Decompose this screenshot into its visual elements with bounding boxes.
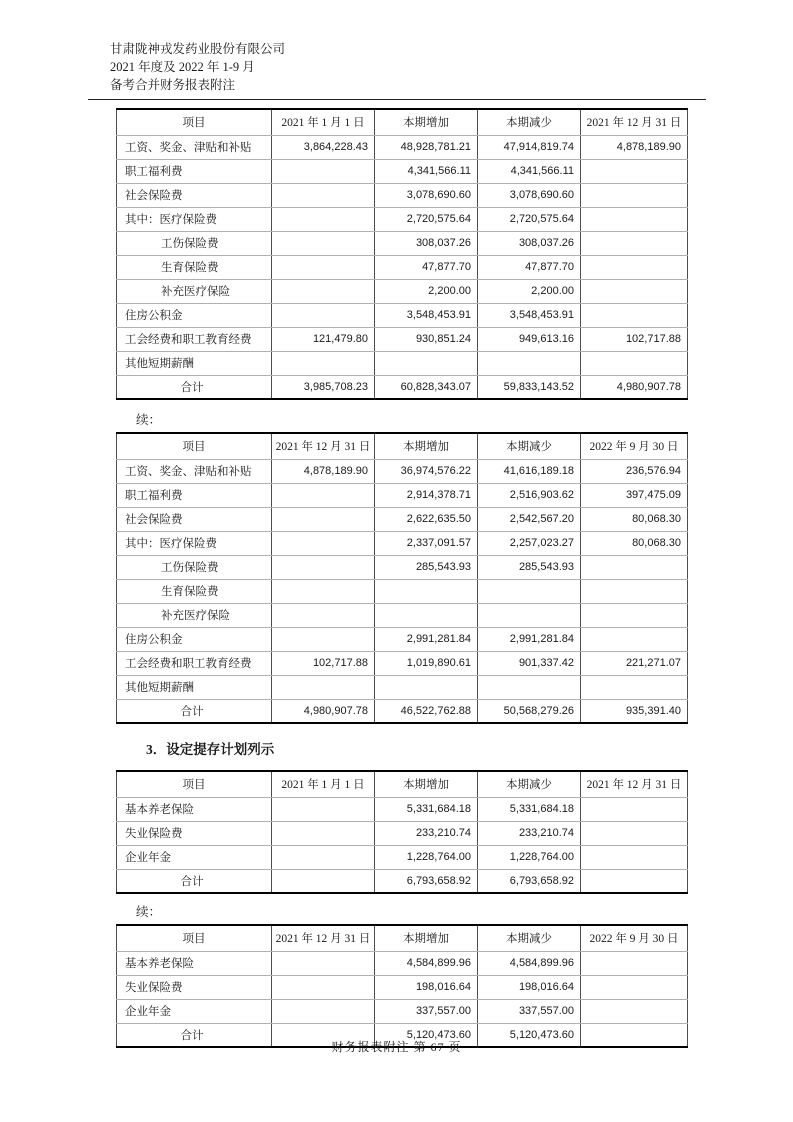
value-cell: 2,622,635.50 — [375, 507, 478, 531]
row-label-cell: 合计 — [117, 699, 272, 723]
value-cell — [272, 579, 375, 603]
row-label-cell: 失业保险费 — [117, 975, 272, 999]
value-cell: 2,257,023.27 — [478, 531, 581, 555]
table-row — [117, 255, 688, 279]
row-label-cell: 住房公积金 — [117, 627, 272, 651]
column-header: 2022 年 9 月 30 日 — [581, 925, 688, 951]
row-label-cell: 基本养老保险 — [117, 797, 272, 821]
column-header: 本期减少 — [478, 925, 581, 951]
table-row — [117, 999, 688, 1023]
value-cell: 337,557.00 — [478, 999, 581, 1023]
column-header: 2021 年 1 月 1 日 — [272, 771, 375, 797]
value-cell — [375, 351, 478, 375]
value-cell — [581, 675, 688, 699]
value-cell — [272, 869, 375, 893]
column-header: 2021 年 12 月 31 日 — [272, 925, 375, 951]
value-cell — [581, 255, 688, 279]
table-row — [117, 845, 688, 869]
row-label-cell: 住房公积金 — [117, 303, 272, 327]
value-cell — [581, 951, 688, 975]
value-cell — [272, 951, 375, 975]
value-cell: 2,720,575.64 — [478, 207, 581, 231]
value-cell — [581, 279, 688, 303]
value-cell — [478, 579, 581, 603]
table-row — [117, 651, 688, 675]
table-row — [117, 627, 688, 651]
value-cell: 5,331,684.18 — [478, 797, 581, 821]
row-label-cell: 其中：医疗保险费 — [117, 531, 272, 555]
value-cell: 60,828,343.07 — [375, 375, 478, 399]
table-total-row — [117, 869, 688, 893]
column-header: 项目 — [117, 109, 272, 135]
table-row — [117, 183, 688, 207]
column-header: 本期减少 — [478, 771, 581, 797]
value-cell: 308,037.26 — [375, 231, 478, 255]
value-cell — [272, 351, 375, 375]
value-cell: 121,479.80 — [272, 327, 375, 351]
value-cell — [272, 303, 375, 327]
value-cell: 198,016.64 — [375, 975, 478, 999]
value-cell — [581, 159, 688, 183]
table-row — [117, 351, 688, 375]
table-row — [117, 207, 688, 231]
table-row — [117, 507, 688, 531]
document-header — [110, 40, 285, 94]
value-cell — [272, 675, 375, 699]
row-label-cell: 失业保险费 — [117, 821, 272, 845]
value-cell: 221,271.07 — [581, 651, 688, 675]
value-cell: 6,793,658.92 — [478, 869, 581, 893]
value-cell: 5,331,684.18 — [375, 797, 478, 821]
value-cell: 48,928,781.21 — [375, 135, 478, 159]
value-cell: 901,337.42 — [478, 651, 581, 675]
value-cell: 930,851.24 — [375, 327, 478, 351]
value-cell — [272, 231, 375, 255]
row-label-cell: 社会保险费 — [117, 507, 272, 531]
table-header-row — [117, 109, 688, 135]
value-cell: 233,210.74 — [478, 821, 581, 845]
table-row — [117, 975, 688, 999]
value-cell — [581, 231, 688, 255]
value-cell: 285,543.93 — [478, 555, 581, 579]
value-cell: 6,793,658.92 — [375, 869, 478, 893]
value-cell: 4,341,566.11 — [478, 159, 581, 183]
table-row — [117, 797, 688, 821]
value-cell: 59,833,143.52 — [478, 375, 581, 399]
column-header: 本期增加 — [375, 925, 478, 951]
column-header: 项目 — [117, 771, 272, 797]
value-cell — [581, 999, 688, 1023]
value-cell — [272, 279, 375, 303]
value-cell: 236,576.94 — [581, 459, 688, 483]
value-cell — [272, 531, 375, 555]
value-cell: 36,974,576.22 — [375, 459, 478, 483]
table-row — [117, 459, 688, 483]
row-label-cell: 合计 — [117, 1023, 272, 1047]
column-header: 项目 — [117, 433, 272, 459]
column-header: 2022 年 9 月 30 日 — [581, 433, 688, 459]
value-cell — [478, 603, 581, 627]
column-header: 本期增加 — [375, 433, 478, 459]
row-label-cell: 工资、奖金、津贴和补贴 — [117, 459, 272, 483]
value-cell — [581, 207, 688, 231]
value-cell: 5,120,473.60 — [478, 1023, 581, 1047]
table-row — [117, 675, 688, 699]
value-cell: 1,019,890.61 — [375, 651, 478, 675]
value-cell: 198,016.64 — [478, 975, 581, 999]
value-cell: 308,037.26 — [478, 231, 581, 255]
value-cell — [272, 627, 375, 651]
value-cell: 80,068.30 — [581, 531, 688, 555]
table-defined-contribution-2021 — [116, 770, 688, 894]
value-cell: 3,078,690.60 — [478, 183, 581, 207]
section-heading: 3．设定提存计划列示 — [146, 742, 275, 757]
value-cell — [581, 845, 688, 869]
row-label-cell: 企业年金 — [117, 845, 272, 869]
column-header: 项目 — [117, 925, 272, 951]
value-cell — [272, 603, 375, 627]
value-cell — [581, 797, 688, 821]
table-row — [117, 135, 688, 159]
value-cell — [272, 159, 375, 183]
table-row — [117, 483, 688, 507]
row-label-cell: 企业年金 — [117, 999, 272, 1023]
row-label-cell: 合计 — [117, 869, 272, 893]
table-row — [117, 555, 688, 579]
table-row — [117, 603, 688, 627]
value-cell: 1,228,764.00 — [478, 845, 581, 869]
value-cell: 3,985,708.23 — [272, 375, 375, 399]
value-cell: 47,877.70 — [478, 255, 581, 279]
row-label-cell: 基本养老保险 — [117, 951, 272, 975]
value-cell: 4,341,566.11 — [375, 159, 478, 183]
column-header: 本期增加 — [375, 771, 478, 797]
table-short-term-compensation-2021 — [116, 108, 688, 400]
value-cell: 285,543.93 — [375, 555, 478, 579]
value-cell: 2,337,091.57 — [375, 531, 478, 555]
value-cell: 4,878,189.90 — [581, 135, 688, 159]
row-label-cell: 合计 — [117, 375, 272, 399]
value-cell: 47,914,819.74 — [478, 135, 581, 159]
header-divider — [88, 99, 706, 100]
value-cell — [581, 183, 688, 207]
value-cell — [375, 675, 478, 699]
value-cell — [272, 483, 375, 507]
table-header-row — [117, 433, 688, 459]
row-label-cell: 生育保险费 — [117, 579, 272, 603]
value-cell — [272, 821, 375, 845]
value-cell: 949,613.16 — [478, 327, 581, 351]
row-label-cell: 补充医疗保险 — [117, 279, 272, 303]
value-cell — [581, 303, 688, 327]
column-header: 2021 年 1 月 1 日 — [272, 109, 375, 135]
value-cell — [581, 351, 688, 375]
company-name: 甘肃陇神戎发药业股份有限公司 — [110, 42, 286, 56]
value-cell: 47,877.70 — [375, 255, 478, 279]
value-cell: 2,991,281.84 — [375, 627, 478, 651]
value-cell — [581, 975, 688, 999]
value-cell: 2,200.00 — [375, 279, 478, 303]
value-cell — [272, 183, 375, 207]
row-label-cell: 其他短期薪酬 — [117, 675, 272, 699]
table-row — [117, 159, 688, 183]
page-content — [116, 108, 687, 1048]
value-cell: 50,568,279.26 — [478, 699, 581, 723]
value-cell: 233,210.74 — [375, 821, 478, 845]
value-cell: 5,120,473.60 — [375, 1023, 478, 1047]
value-cell: 2,542,567.20 — [478, 507, 581, 531]
row-label-cell: 职工福利费 — [117, 159, 272, 183]
value-cell: 2,516,903.62 — [478, 483, 581, 507]
table-row — [117, 531, 688, 555]
table-row — [117, 327, 688, 351]
value-cell — [272, 845, 375, 869]
row-label-cell: 其他短期薪酬 — [117, 351, 272, 375]
value-cell: 46,522,762.88 — [375, 699, 478, 723]
column-header: 2021 年 12 月 31 日 — [272, 433, 375, 459]
value-cell: 2,914,378.71 — [375, 483, 478, 507]
value-cell: 1,228,764.00 — [375, 845, 478, 869]
value-cell — [272, 255, 375, 279]
table-row — [117, 579, 688, 603]
value-cell: 935,391.40 — [581, 699, 688, 723]
value-cell: 3,864,228.43 — [272, 135, 375, 159]
value-cell: 80,068.30 — [581, 507, 688, 531]
value-cell: 4,584,899.96 — [375, 951, 478, 975]
continued-label: 续： — [136, 905, 162, 919]
table-defined-contribution-2022 — [116, 924, 688, 1048]
column-header: 本期减少 — [478, 109, 581, 135]
table-total-row — [117, 699, 688, 723]
value-cell: 41,616,189.18 — [478, 459, 581, 483]
page-footer: 财务报表附注 第 67 页 — [331, 1040, 462, 1054]
value-cell: 4,878,189.90 — [272, 459, 375, 483]
row-label-cell: 工会经费和职工教育经费 — [117, 327, 272, 351]
value-cell: 337,557.00 — [375, 999, 478, 1023]
value-cell — [272, 555, 375, 579]
value-cell — [272, 207, 375, 231]
value-cell: 2,991,281.84 — [478, 627, 581, 651]
value-cell — [272, 797, 375, 821]
row-label-cell: 职工福利费 — [117, 483, 272, 507]
value-cell: 4,980,907.78 — [581, 375, 688, 399]
table-row — [117, 231, 688, 255]
value-cell — [375, 579, 478, 603]
table-row — [117, 303, 688, 327]
value-cell — [478, 351, 581, 375]
row-label-cell: 社会保险费 — [117, 183, 272, 207]
table-header-row — [117, 771, 688, 797]
value-cell: 3,548,453.91 — [375, 303, 478, 327]
row-label-cell: 工伤保险费 — [117, 231, 272, 255]
value-cell — [581, 603, 688, 627]
column-header: 本期增加 — [375, 109, 478, 135]
continued-label: 续： — [136, 413, 162, 427]
value-cell: 3,078,690.60 — [375, 183, 478, 207]
value-cell: 2,200.00 — [478, 279, 581, 303]
row-label-cell: 工会经费和职工教育经费 — [117, 651, 272, 675]
table-header-row — [117, 925, 688, 951]
value-cell — [272, 999, 375, 1023]
row-label-cell: 工资、奖金、津贴和补贴 — [117, 135, 272, 159]
value-cell — [581, 627, 688, 651]
value-cell — [581, 579, 688, 603]
value-cell: 4,584,899.96 — [478, 951, 581, 975]
value-cell — [478, 675, 581, 699]
value-cell — [581, 869, 688, 893]
column-header: 2021 年 12 月 31 日 — [581, 771, 688, 797]
table-row — [117, 951, 688, 975]
table-row — [117, 821, 688, 845]
report-period: 2021 年度及 2022 年 1-9 月 — [110, 60, 255, 74]
value-cell: 4,980,907.78 — [272, 699, 375, 723]
value-cell: 397,475.09 — [581, 483, 688, 507]
row-label-cell: 生育保险费 — [117, 255, 272, 279]
value-cell — [581, 821, 688, 845]
value-cell — [375, 603, 478, 627]
row-label-cell: 其中：医疗保险费 — [117, 207, 272, 231]
value-cell — [272, 975, 375, 999]
column-header: 本期减少 — [478, 433, 581, 459]
value-cell — [272, 507, 375, 531]
report-title: 备考合并财务报表附注 — [110, 78, 236, 92]
column-header: 2021 年 12 月 31 日 — [581, 109, 688, 135]
value-cell: 3,548,453.91 — [478, 303, 581, 327]
value-cell — [581, 555, 688, 579]
value-cell: 2,720,575.64 — [375, 207, 478, 231]
row-label-cell: 工伤保险费 — [117, 555, 272, 579]
table-total-row — [117, 375, 688, 399]
row-label-cell: 补充医疗保险 — [117, 603, 272, 627]
value-cell: 102,717.88 — [272, 651, 375, 675]
value-cell: 102,717.88 — [581, 327, 688, 351]
table-row — [117, 279, 688, 303]
table-short-term-compensation-2022 — [116, 432, 688, 724]
